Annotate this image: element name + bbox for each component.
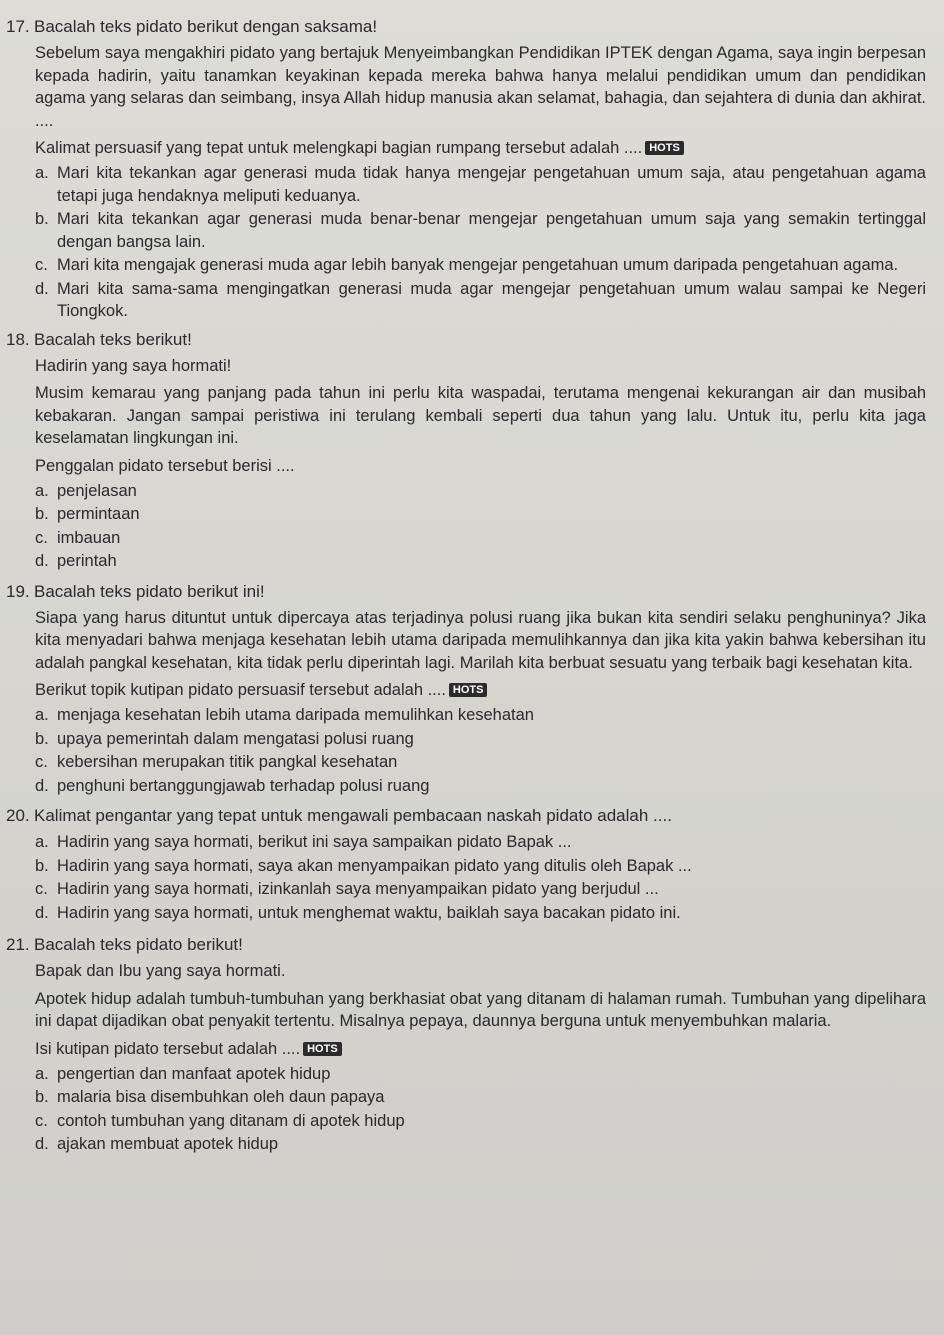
answer-option-d[interactable] [35, 278, 926, 323]
answer-option-c[interactable] [35, 1110, 926, 1133]
answer-option-b[interactable] [35, 855, 926, 878]
answer-option-d[interactable] [35, 775, 926, 798]
answer-options [35, 480, 926, 573]
option-text: Mari kita tekankan agar generasi muda benar-benar mengejar pengetahuan umum saja yang semakin tertinggal dengan bangsa lain. [57, 210, 926, 251]
option-letter: b. [35, 729, 49, 748]
question-instruction: Bacalah teks pidato berikut! [34, 935, 243, 954]
hots-badge: HOTS [449, 683, 488, 697]
option-text: penghuni bertanggungjawab terhadap polusi ruang [57, 776, 430, 795]
option-letter: b. [35, 1088, 49, 1106]
answer-options [35, 1063, 926, 1156]
speech-greeting: Hadirin yang saya hormati! [35, 356, 232, 375]
question-header [6, 934, 926, 956]
speech-passage: Sebelum saya mengakhiri pidato yang bertajuk Menyeimbangkan Pendidikan IPTEK dengan Agama, saya ingin berpesan kepada hadirin, yaitu tanamkan keyakinan kepada mereka bahwa hanya melalui pendidikan umum dan pendidikan agama yang selaras dan seimbang, insya Allah hidup manusia akan selamat, bahagia, dan sejahtera di dunia dan akhirat. .... [35, 44, 926, 130]
option-letter: b. [35, 505, 49, 523]
option-letter: d. [35, 1135, 49, 1153]
answer-options [35, 831, 926, 924]
option-text: kebersihan merupakan titik pangkal kesehatan [57, 753, 398, 771]
option-letter: a. [35, 164, 49, 182]
speech-passage: Apotek hidup adalah tumbuh-tumbuhan yang berkhasiat obat yang ditanam di halaman rumah. Tumbuhan yang dipelihara ini dapat dijadikan obat penyakit tertentu. Misalnya pepaya, daunnya berguna untuk menyembuhkan malaria. [35, 989, 926, 1030]
answer-option-c[interactable] [35, 527, 926, 550]
option-letter: b. [35, 210, 49, 228]
question-header [6, 329, 926, 351]
answer-option-c[interactable] [35, 878, 926, 901]
option-text: perintah [57, 552, 117, 570]
option-letter: d. [35, 903, 49, 922]
option-letter: d. [35, 776, 49, 795]
option-text: Mari kita mengajak generasi muda agar lebih banyak mengejar pengetahuan umum daripada pengetahuan agama. [57, 256, 899, 274]
option-letter: c. [35, 528, 48, 547]
question-prompt [35, 455, 926, 477]
answer-option-d[interactable] [35, 902, 926, 925]
option-text: ajakan membuat apotek hidup [57, 1135, 279, 1153]
option-text: Hadirin yang saya hormati, izinkanlah saya menyampaikan pidato yang berjudul ... [57, 880, 659, 898]
option-letter: a. [35, 481, 49, 500]
question-prompt [35, 1038, 926, 1060]
prompt-text: Penggalan pidato tersebut berisi .... [35, 456, 295, 475]
option-letter: b. [35, 856, 49, 875]
question-19 [6, 581, 926, 798]
option-letter: c. [35, 880, 48, 898]
prompt-text: Berikut topik kutipan pidato persuasif tersebut adalah .... [35, 681, 446, 699]
question-18 [6, 329, 926, 573]
answer-options [35, 162, 926, 323]
option-letter: c. [35, 753, 48, 771]
option-letter: d. [35, 552, 49, 570]
answer-option-a[interactable] [35, 480, 926, 503]
answer-option-a[interactable] [35, 1063, 926, 1086]
answer-option-d[interactable] [35, 1133, 926, 1156]
option-text: Hadirin yang saya hormati, saya akan menyampaikan pidato yang ditulis oleh Bapak ... [57, 856, 692, 875]
option-text: menjaga kesehatan lebih utama daripada memulihkan kesehatan [57, 706, 534, 724]
question-17 [6, 16, 926, 323]
option-letter: c. [35, 256, 48, 274]
question-instruction: Bacalah teks berikut! [34, 329, 192, 349]
question-instruction: Kalimat pengantar yang tepat untuk mengawali pembacaan naskah pidato adalah .... [34, 806, 672, 825]
question-number: 17. [6, 17, 30, 36]
option-text: Mari kita sama-sama mengingatkan generasi muda agar mengejar pengetahuan umum walau sampai ke Negeri Tiongkok. [57, 279, 926, 320]
option-text: Hadirin yang saya hormati, berikut ini saya sampaikan pidato Bapak ... [57, 833, 572, 851]
prompt-text: Kalimat persuasif yang tepat untuk melengkapi bagian rumpang tersebut adalah .... [35, 139, 643, 157]
answer-option-b[interactable] [35, 208, 926, 253]
question-instruction: Bacalah teks pidato berikut ini! [34, 581, 265, 601]
answer-options [35, 704, 926, 797]
option-letter: c. [35, 1111, 48, 1130]
prompt-text: Isi kutipan pidato tersebut adalah .... [35, 1039, 301, 1058]
hots-badge: HOTS [303, 1042, 342, 1056]
hots-badge: HOTS [645, 141, 684, 155]
option-letter: a. [35, 833, 49, 851]
question-20 [6, 805, 926, 924]
question-header [6, 16, 926, 38]
answer-option-a[interactable] [35, 831, 926, 854]
option-text: contoh tumbuhan yang ditanam di apotek hidup [57, 1111, 405, 1130]
answer-option-c[interactable] [35, 751, 926, 774]
option-text: pengertian dan manfaat apotek hidup [57, 1064, 331, 1083]
option-letter: d. [35, 279, 49, 298]
answer-option-a[interactable] [35, 162, 926, 207]
speech-greeting: Bapak dan Ibu yang saya hormati. [35, 962, 286, 980]
speech-passage: Siapa yang harus dituntut untuk dipercaya atas terjadinya polusi ruang jika bukan kita sendiri selaku penghuninya? Jika kita menyadari bahwa menjaga kesehatan lebih utama daripada memulihkannya dan jika kita yakin bahwa kebersihan itu adalah pangkal kesehatan, kita tidak perlu diperintah lagi. Marilah kita berbuat sesuatu yang terbaik bagi kesehatan kita. [35, 608, 926, 672]
question-21 [6, 934, 926, 1156]
option-text: penjelasan [57, 481, 137, 500]
answer-option-b[interactable] [35, 503, 926, 526]
answer-option-a[interactable] [35, 704, 926, 727]
question-header [6, 581, 926, 603]
answer-option-d[interactable] [35, 550, 926, 573]
speech-passage: Musim kemarau yang panjang pada tahun ini perlu kita waspadai, terutama mengenai kekurangan air dan musibah kebakaran. Jangan sampai peristiwa ini terulang kembali seperti dua tahun yang lalu. Untuk itu, perlu kita jaga keselamatan lingkungan ini. [35, 384, 926, 447]
option-letter: a. [35, 1064, 49, 1083]
question-instruction: Bacalah teks pidato berikut dengan saksama! [34, 17, 378, 36]
option-text: Mari kita tekankan agar generasi muda tidak hanya mengejar pengetahuan umum saja, atau pengetahuan agama tetapi juga hendaknya meliputi keduanya. [57, 164, 926, 205]
question-prompt [35, 137, 926, 159]
option-text: upaya pemerintah dalam mengatasi polusi ruang [57, 729, 414, 748]
question-prompt [35, 679, 926, 701]
option-text: malaria bisa disembuhkan oleh daun papaya [57, 1088, 385, 1106]
question-number: 21. [6, 935, 30, 954]
option-text: permintaan [57, 505, 140, 523]
question-number: 19. [6, 581, 30, 601]
question-number: 20. [6, 806, 30, 825]
answer-option-c[interactable] [35, 254, 926, 277]
option-text: imbauan [57, 528, 121, 547]
option-text: Hadirin yang saya hormati, untuk menghemat waktu, baiklah saya bacakan pidato ini. [57, 903, 681, 922]
question-number: 18. [6, 329, 30, 349]
answer-option-b[interactable] [35, 728, 926, 751]
question-header [6, 805, 926, 827]
option-letter: a. [35, 706, 49, 724]
answer-option-b[interactable] [35, 1086, 926, 1109]
